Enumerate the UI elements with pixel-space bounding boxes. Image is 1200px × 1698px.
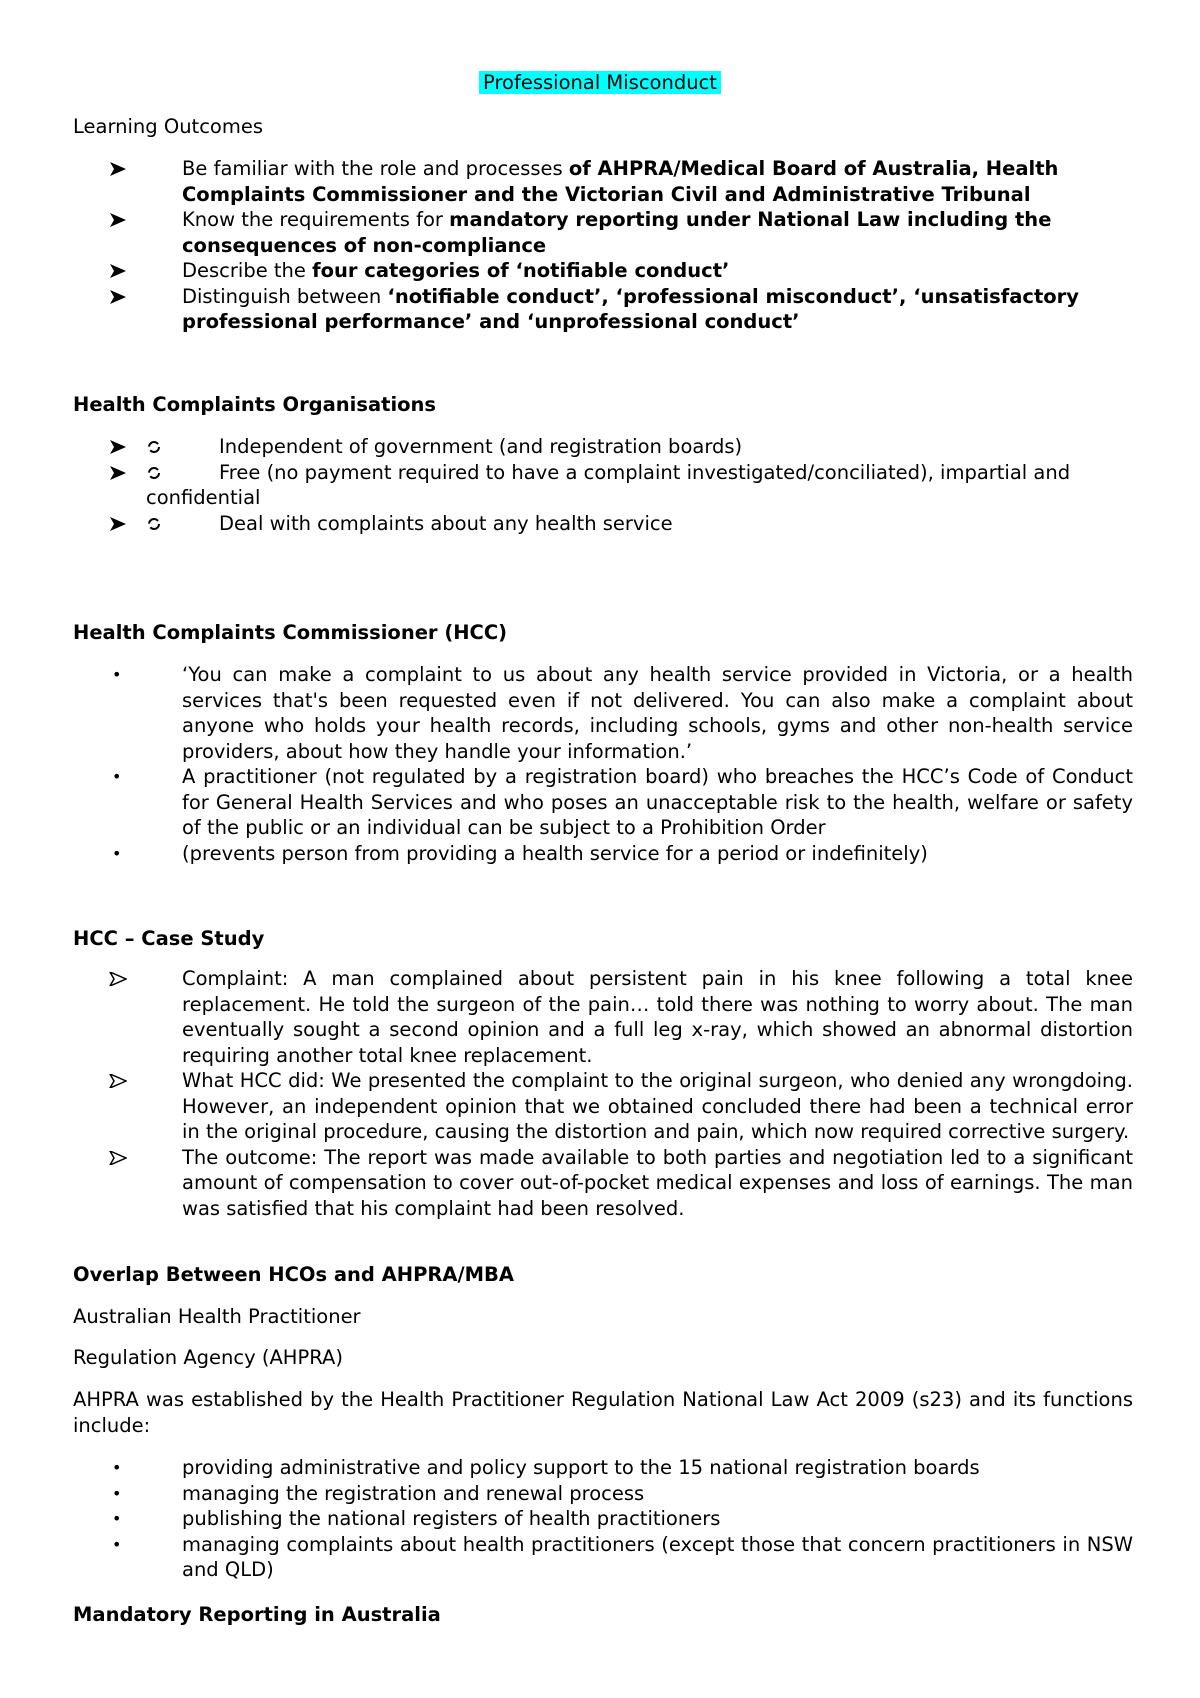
circular-arrows-bullet-icon	[147, 466, 161, 480]
arrowhead-bullet-icon	[109, 440, 127, 454]
ahpra-intro: AHPRA was established by the Health Practitioner Regulation National Law Act 2009 (s23) and its functions include:	[73, 1388, 1133, 1437]
ahpra-line-1: Australian Health Practitioner	[73, 1305, 361, 1328]
arrowhead-outline-bullet-icon	[109, 1074, 127, 1088]
list-item: • managing complaints about health practitioners (except those that concern practitioners in NSW and QLD)	[112, 1532, 1133, 1581]
bullet-dot-icon: •	[112, 665, 122, 684]
list-item: Deal with complaints about any health service	[109, 511, 1139, 537]
section-heading-hco: Health Complaints Organisations	[73, 393, 437, 416]
list-item: • publishing the national registers of health practitioners	[112, 1507, 721, 1530]
section-heading-overlap: Overlap Between HCOs and AHPRA/MBA	[73, 1263, 514, 1286]
section-heading-case-study: HCC – Case Study	[73, 927, 265, 950]
bullet-dot-icon: •	[112, 1534, 122, 1554]
arrowhead-outline-bullet-icon	[109, 1151, 127, 1165]
list-item: Know the requirements for mandatory reporting under National Law including the consequences of non-compliance	[182, 207, 1122, 258]
section-heading-hcc: Health Complaints Commissioner (HCC)	[73, 621, 508, 644]
arrowhead-bullet-icon	[109, 264, 127, 278]
list-item: • providing administrative and policy support to the 15 national registration boards	[112, 1456, 980, 1479]
arrowhead-bullet-icon	[109, 517, 127, 531]
list-item: Free (no payment required to have a complaint investigated/conciliated), impartial and	[109, 460, 1139, 486]
arrowhead-bullet-icon	[109, 466, 127, 480]
list-item: • A practitioner (not regulated by a registration board) who breaches the HCC’s Code of Conduct for General Health Services and who poses an unacceptable risk to the health, welfare or safety of the public or an individual can be subject to a Prohibition Order	[112, 765, 1133, 839]
list-item: Distinguish between ‘notifiable conduct’, ‘professional misconduct’, ‘unsatisfactory professional performance’ and ‘unprofessional conduct’	[182, 284, 1122, 335]
list-item: • ‘You can make a complaint to us about any health service provided in Victoria, or a health services that's been requested even if not delivered. You can also make a complaint about anyone who holds your health records, including schools, gyms and other non-health service providers, about how they handle your information.’	[112, 663, 1133, 763]
bullet-dot-icon: •	[112, 1483, 122, 1503]
hco-list	[109, 434, 1139, 536]
learning-outcomes-list	[182, 156, 1122, 335]
list-item: Independent of government (and registration boards)	[109, 434, 1139, 460]
hcc-list	[112, 662, 1133, 866]
circular-arrows-bullet-icon	[147, 517, 161, 531]
list-item: What HCC did: We presented the complaint to the original surgeon, who denied any wrongdoing. However, an independent opinion that we obtained concluded there had been a technical error in the original procedure, causing the distortion and pain, which now required corrective surgery.	[182, 1068, 1133, 1145]
page-title-text: Professional Misconduct	[479, 71, 721, 94]
list-item-wrap: confidential	[146, 486, 261, 509]
list-item: Be familiar with the role and processes of AHPRA/Medical Board of Australia, Health Complaints Commissioner and the Victorian Civil and Administrative Tribunal	[182, 156, 1122, 207]
list-item: Describe the four categories of ‘notifiable conduct’	[182, 258, 1122, 284]
ahpra-functions-list	[112, 1455, 1133, 1583]
arrowhead-bullet-icon	[109, 162, 127, 176]
bullet-dot-icon: •	[112, 1509, 122, 1528]
list-item: • managing the registration and renewal process	[112, 1481, 645, 1505]
bullet-dot-icon: •	[112, 767, 122, 786]
section-heading-mandatory-reporting: Mandatory Reporting in Australia	[73, 1603, 441, 1626]
arrowhead-bullet-icon	[109, 290, 127, 304]
arrowhead-outline-bullet-icon	[109, 972, 127, 986]
list-item: • (prevents person from providing a health service for a period or indefinitely)	[112, 841, 928, 865]
list-item: The outcome: The report was made available to both parties and negotiation led to a significant amount of compensation to cover out-of-pocket medical expenses and loss of earnings. The man was satisfied that his complaint had been resolved.	[182, 1145, 1133, 1222]
ahpra-line-2: Regulation Agency (AHPRA)	[73, 1346, 343, 1369]
arrowhead-bullet-icon	[109, 213, 127, 227]
case-study-list	[182, 966, 1133, 1221]
bullet-dot-icon: •	[112, 843, 122, 863]
learning-outcomes-heading: Learning Outcomes	[73, 115, 264, 138]
page-title	[0, 70, 1200, 96]
list-item: Complaint: A man complained about persistent pain in his knee following a total knee replacement. He told the surgeon of the pain… told there was nothing to worry about. The man eventually sought a second opinion and a full leg x-ray, which showed an abnormal distortion requiring another total knee replacement.	[182, 966, 1133, 1068]
circular-arrows-bullet-icon	[147, 440, 161, 454]
bullet-dot-icon: •	[112, 1458, 122, 1477]
